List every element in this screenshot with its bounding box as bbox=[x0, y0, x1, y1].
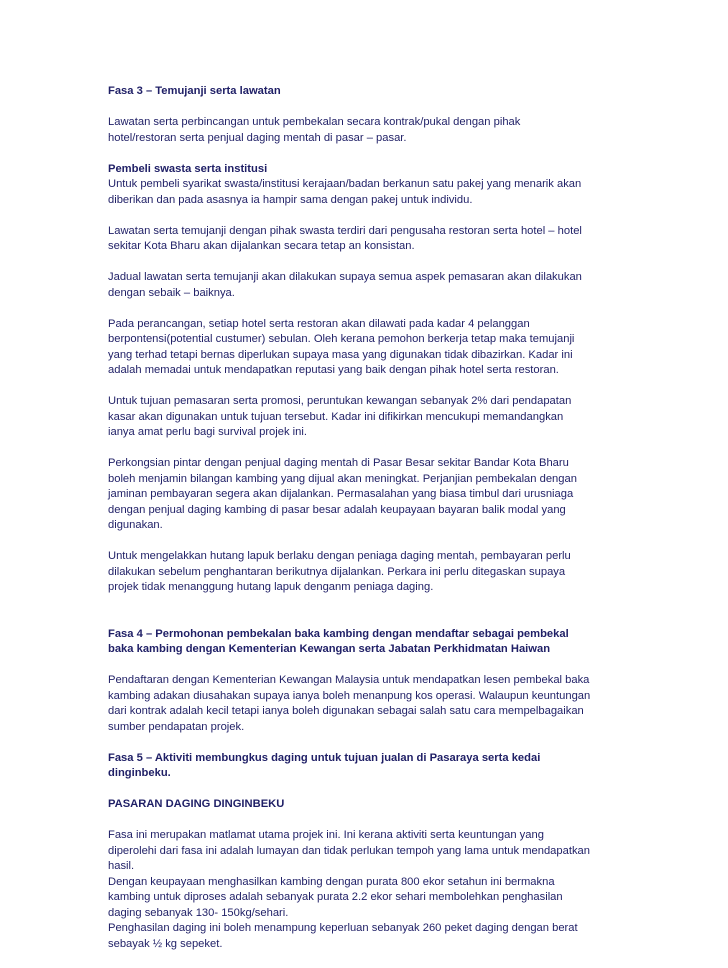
fasa3-paragraph-3 bbox=[108, 270, 628, 301]
fasa3-sub-paragraph bbox=[108, 177, 628, 208]
section-spacer bbox=[108, 611, 628, 627]
text-line: Dengan keupayaan menghasilkan kambing dengan purata 800 ekor setahun ini bermakna bbox=[108, 875, 555, 888]
text-line: dengan penjual daging kambing di pasar besar adalah keupayaan bayaran balik modal yang bbox=[108, 503, 566, 516]
heading-line: baka kambing dengan Kementerian Kewangan serta Jabatan Perkhidmatan Haiwan bbox=[108, 643, 551, 655]
text-line: sebayak ½ kg sepeket. bbox=[108, 937, 223, 950]
text-line: boleh menjamin bilangan kambing yang dijual akan meningkat. Perjanjian pembekalan dengan bbox=[108, 472, 577, 485]
fasa3-paragraph-5 bbox=[108, 394, 628, 441]
text-line: adalah memadai untuk mendapatkan reputasi yang baik dengan pihak hotel serta restoran. bbox=[108, 364, 559, 376]
text-line: diberikan dan pada asasnya ia hampir sama dengan pakej untuk individu. bbox=[108, 193, 473, 206]
text-line: berpontensi(potential custumer) sebulan. Oleh kerana pemohon berkerja tetap maka temujanji bbox=[108, 333, 575, 345]
text-line: digunakan. bbox=[108, 519, 163, 531]
fasa3-subheading: Pembeli swasta serta institusi bbox=[108, 162, 268, 175]
text-line: Lawatan serta perbincangan untuk pembekalan secara kontrak/pukal dengan pihak bbox=[108, 116, 521, 128]
text-line: hasil. bbox=[108, 860, 135, 872]
text-line: Jadual lawatan serta temujanji akan dilakukan supaya semua aspek pemasaran akan dilakukan bbox=[108, 271, 582, 283]
text-line: Penghasilan daging ini boleh menampung keperluan sebanyak 260 peket daging dengan berat bbox=[108, 922, 578, 934]
fasa3-intro-paragraph bbox=[108, 115, 628, 146]
document-page bbox=[108, 84, 628, 968]
text-line: jaminan pembayaran segera akan dijalankan. Permasalahan yang biasa timbul dari urusniaga bbox=[108, 488, 574, 500]
fasa3-paragraph-7 bbox=[108, 549, 628, 596]
text-line: Pendaftaran dengan Kementerian Kewangan Malaysia untuk mendapatkan lesen pembekal baka bbox=[108, 674, 590, 686]
text-line: hotel/restoran serta penjual daging mentah di pasar – pasar. bbox=[108, 131, 407, 144]
fasa4-paragraph-1 bbox=[108, 673, 628, 735]
fasa3-paragraph-6 bbox=[108, 456, 628, 534]
fasa5-subheading: PASARAN DAGING DINGINBEKU bbox=[108, 798, 285, 810]
text-line: dari kontrak adalah kecil tetapi ianya boleh digunakan sebagai salah satu cara mempelbagaikan bbox=[108, 705, 584, 717]
text-line: diperolehi dari fasa ini adalah lumayan dan tidak perlukan tempoh yang lama untuk mendapatkan bbox=[108, 844, 590, 857]
text-line: yang terhad tetapi bernas diperlukan supaya masa yang digunakan tidak dibazirkan. Kadar ini bbox=[108, 348, 573, 361]
fasa3-heading: Fasa 3 – Temujanji serta lawatan bbox=[108, 85, 281, 97]
text-line: Untuk mengelakkan hutang lapuk berlaku dengan peniaga daging mentah, pembayaran perlu bbox=[108, 550, 571, 562]
heading-line: Fasa 5 – Aktiviti membungkus daging untuk tujuan jualan di Pasaraya serta kedai bbox=[108, 751, 541, 764]
fasa3-paragraph-4 bbox=[108, 317, 628, 379]
text-line: kambing adakan diusahakan supaya ianya boleh menanpung kos operasi. Walaupun keuntungan bbox=[108, 689, 591, 702]
text-line: dilakukan sebelum penghantaran berikutnya dijalankan. Perkara ini perlu ditegaskan supaya bbox=[108, 565, 566, 578]
text-line: Perkongsian pintar dengan penjual daging mentah di Pasar Besar sekitar Bandar Kota Bharu bbox=[108, 457, 569, 469]
fasa5-paragraph-1 bbox=[108, 828, 628, 952]
text-line: Lawatan serta temujanji dengan pihak swasta terdiri dari pengusaha restoran serta hotel – hotel bbox=[108, 224, 582, 237]
text-line: Pada perancangan, setiap hotel serta restoran akan dilawati pada kadar 4 pelanggan bbox=[108, 317, 530, 330]
text-line: kambing untuk diproses adalah sebanyak purata 2.2 ekor sehari membolehkan penghasilan bbox=[108, 891, 563, 903]
fasa5-heading bbox=[108, 751, 628, 782]
text-line: sekitar Kota Bharu akan dijalankan secara tetap an konsistan. bbox=[108, 240, 415, 252]
text-line: projek tidak menanggung hutang lapuk denganm peniaga daging. bbox=[108, 581, 434, 593]
text-line: sumber pendapatan projek. bbox=[108, 720, 245, 733]
heading-line: Fasa 4 – Permohonan pembekalan baka kambing dengan mendaftar sebagai pembekal bbox=[108, 627, 569, 640]
text-line: kasar akan digunakan untuk tujuan tersebut. Kadar ini difikirkan mencukupi memandangkan bbox=[108, 410, 564, 423]
text-line: dengan sebaik – baiknya. bbox=[108, 286, 235, 299]
text-line: Fasa ini merupakan matlamat utama projek ini. Ini kerana aktiviti serta keuntungan yang bbox=[108, 829, 544, 841]
text-line: Untuk pembeli syarikat swasta/institusi kerajaan/badan berkanun satu pakej yang menarik akan bbox=[108, 178, 582, 190]
heading-line: dinginbeku. bbox=[108, 767, 171, 779]
text-line: daging sebanyak 130- 150kg/sehari. bbox=[108, 906, 289, 919]
text-line: Untuk tujuan pemasaran serta promosi, peruntukan kewangan sebanyak 2% dari pendapatan bbox=[108, 395, 572, 407]
fasa4-heading bbox=[108, 627, 628, 658]
fasa3-paragraph-2 bbox=[108, 224, 628, 255]
text-line: ianya amat perlu bagi survival projek ini. bbox=[108, 426, 307, 438]
